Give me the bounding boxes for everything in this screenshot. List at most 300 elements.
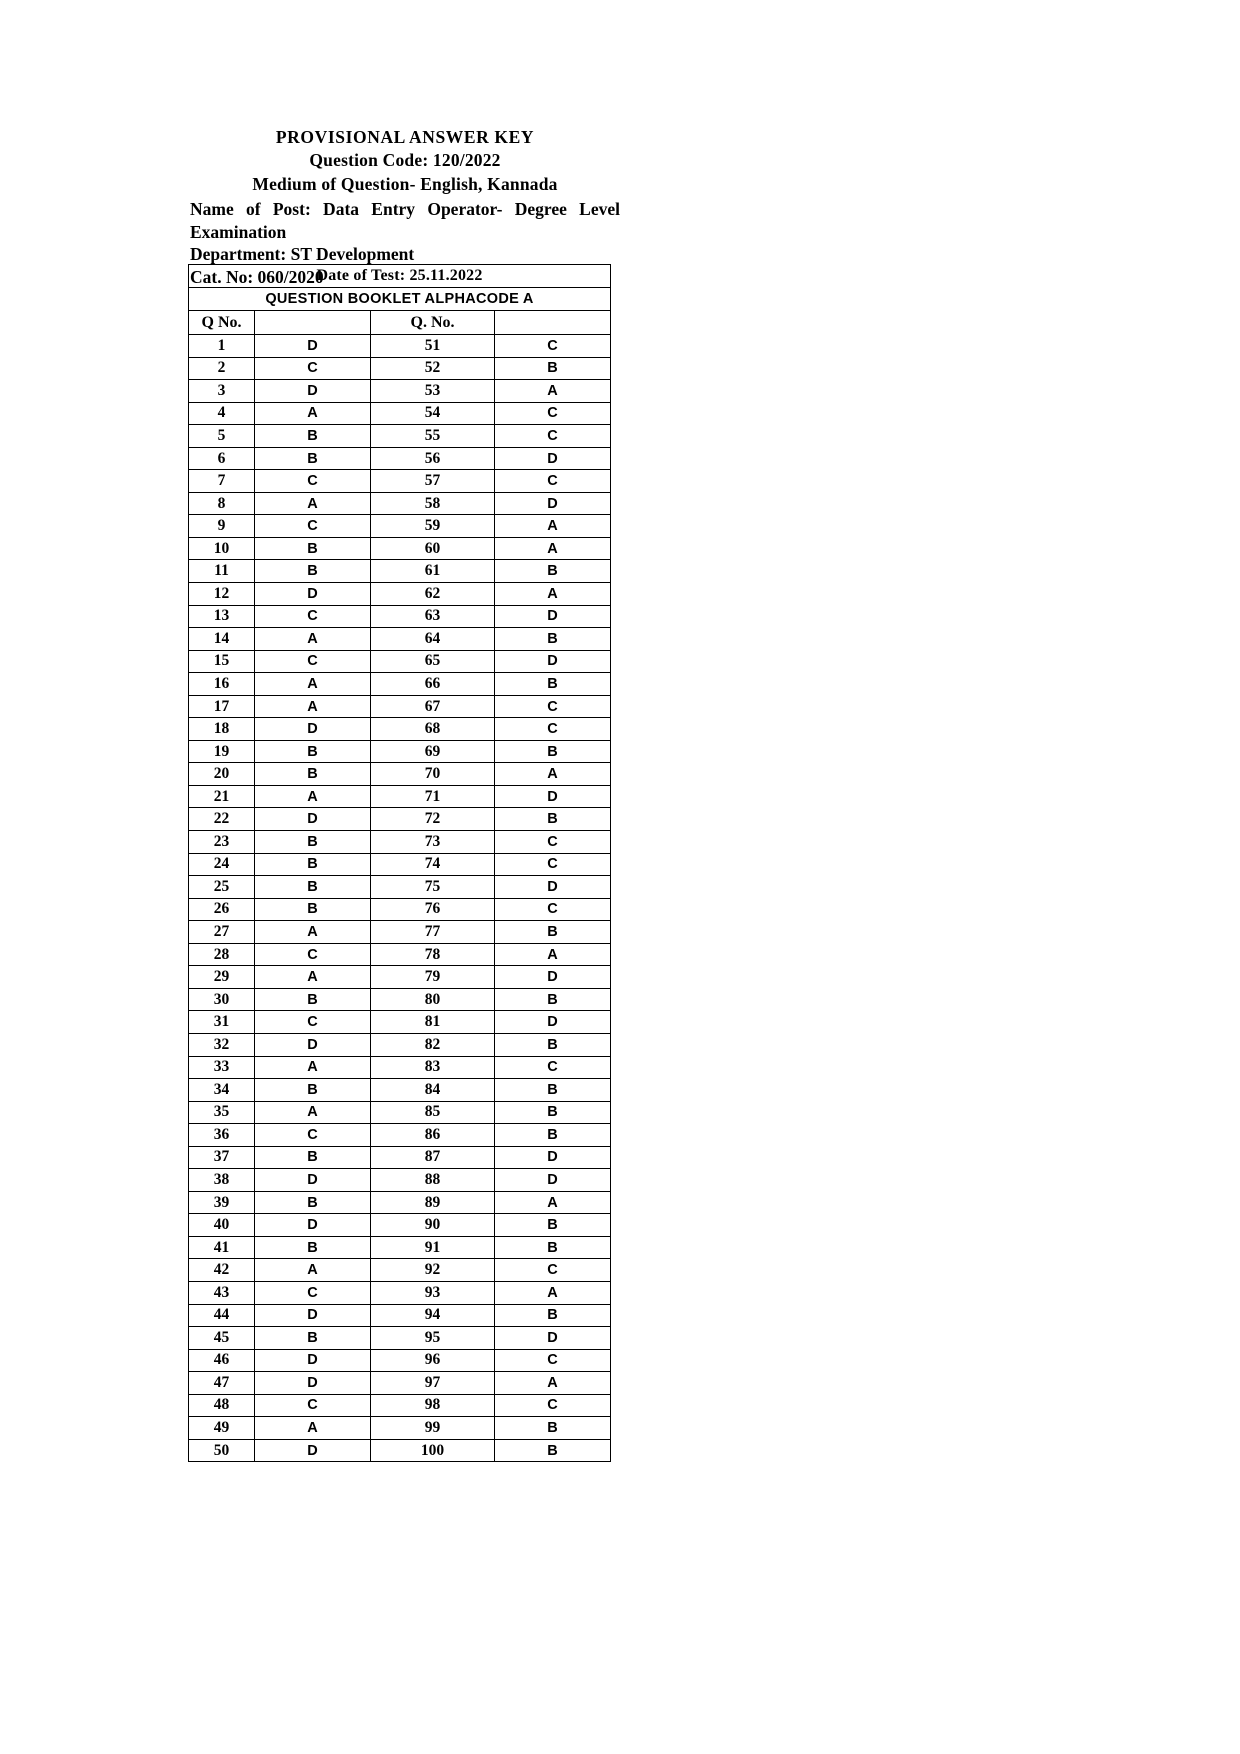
question-number-left: 44	[213, 1306, 230, 1324]
table-row	[189, 1146, 611, 1169]
answer-right-cell	[495, 1417, 611, 1440]
answer-right: A	[547, 585, 558, 602]
question-number-left-cell	[189, 1439, 255, 1462]
question-number-left: 42	[213, 1261, 230, 1279]
question-number-left: 18	[213, 720, 230, 738]
table-row	[189, 1372, 611, 1395]
answer-right-cell	[495, 1372, 611, 1395]
answer-left: B	[307, 991, 318, 1008]
question-number-right-cell	[371, 1259, 495, 1282]
answer-left-cell	[255, 1304, 371, 1327]
table-row	[189, 876, 611, 899]
answer-left-cell	[255, 537, 371, 560]
answer-left: A	[307, 495, 318, 512]
answer-left-cell	[255, 1101, 371, 1124]
question-number-left-cell	[189, 1259, 255, 1282]
table-row	[189, 988, 611, 1011]
table-row	[189, 1439, 611, 1462]
answer-left: C	[307, 360, 318, 377]
header-answer-left	[255, 311, 371, 335]
question-number-left: 33	[213, 1058, 230, 1076]
answer-left-cell	[255, 673, 371, 696]
answer-left: B	[307, 540, 318, 557]
answer-left-cell	[255, 447, 371, 470]
question-number-right: 63	[424, 607, 441, 625]
answer-right-cell	[495, 402, 611, 425]
answer-left-cell	[255, 1146, 371, 1169]
question-number-right-cell	[371, 1281, 495, 1304]
question-number-left-cell	[189, 1394, 255, 1417]
answer-right-cell	[495, 425, 611, 448]
question-number-left-cell	[189, 447, 255, 470]
answer-right-cell	[495, 1079, 611, 1102]
question-number-left: 48	[213, 1396, 230, 1414]
answer-left-cell	[255, 943, 371, 966]
page-title: PROVISIONAL ANSWER KEY	[275, 127, 535, 147]
question-number-left: 16	[213, 674, 230, 692]
answer-right-cell	[495, 988, 611, 1011]
answer-left-cell	[255, 402, 371, 425]
answer-left: B	[307, 450, 318, 467]
question-number-left-cell	[189, 605, 255, 628]
question-number-right-cell	[371, 1349, 495, 1372]
question-number-left: 32	[213, 1035, 230, 1053]
question-number-right-cell	[371, 1372, 495, 1395]
answer-left: B	[307, 766, 318, 783]
answer-left: B	[307, 427, 318, 444]
answer-left: C	[307, 518, 318, 535]
question-number-right-cell	[371, 1417, 495, 1440]
question-number-right-cell	[371, 853, 495, 876]
header-q-no-right: Q. No.	[371, 311, 495, 335]
answer-right-cell	[495, 740, 611, 763]
question-number-left: 39	[213, 1193, 230, 1211]
question-number-left: 7	[217, 472, 226, 490]
question-number-left: 1	[217, 336, 226, 354]
answer-left-cell	[255, 695, 371, 718]
answer-left-cell	[255, 1372, 371, 1395]
answer-left-cell	[255, 492, 371, 515]
question-number-left-cell	[189, 380, 255, 403]
question-number-right: 54	[424, 404, 441, 422]
question-number-right: 73	[424, 832, 441, 850]
answer-right-cell	[495, 785, 611, 808]
answer-left-cell	[255, 1394, 371, 1417]
table-row	[189, 515, 611, 538]
question-number-right-cell	[371, 402, 495, 425]
answer-left-cell	[255, 831, 371, 854]
answer-right-cell	[495, 1281, 611, 1304]
answer-key-table-body	[189, 265, 611, 335]
question-number-left: 49	[213, 1419, 230, 1437]
table-row	[189, 628, 611, 651]
answer-right: D	[547, 450, 558, 467]
table-row	[189, 1056, 611, 1079]
answer-right-cell	[495, 605, 611, 628]
question-number-right: 60	[424, 539, 441, 557]
question-number-right: 68	[424, 720, 441, 738]
question-number-left-cell	[189, 537, 255, 560]
question-number-left: 40	[213, 1216, 230, 1234]
answer-right: B	[547, 1036, 558, 1053]
answer-right-cell	[495, 1169, 611, 1192]
question-number-left-cell	[189, 1304, 255, 1327]
question-number-left: 17	[213, 697, 230, 715]
question-number-left: 47	[213, 1373, 230, 1391]
answer-right-cell	[495, 1304, 611, 1327]
table-row	[189, 1011, 611, 1034]
answer-left-cell	[255, 1033, 371, 1056]
question-number-left-cell	[189, 1214, 255, 1237]
question-number-right: 96	[424, 1351, 441, 1369]
answer-left-cell	[255, 650, 371, 673]
question-number-right: 75	[424, 877, 441, 895]
table-row	[189, 1259, 611, 1282]
answer-left-cell	[255, 1056, 371, 1079]
question-number-left-cell	[189, 898, 255, 921]
table-row	[189, 1169, 611, 1192]
answer-right: B	[547, 1420, 558, 1437]
answer-left: B	[307, 1081, 318, 1098]
table-row	[189, 966, 611, 989]
question-number-right: 67	[424, 697, 441, 715]
question-number-left: 12	[213, 584, 230, 602]
question-number-right: 88	[424, 1171, 441, 1188]
medium-of-question-line: Medium of Question- English, Kannada	[252, 173, 558, 194]
question-number-left: 21	[213, 787, 230, 805]
answer-right-cell	[495, 470, 611, 493]
department-line: Department: ST Development	[190, 244, 415, 265]
question-number-left: 26	[213, 900, 230, 918]
answer-right: C	[547, 405, 558, 422]
question-number-left-cell	[189, 402, 255, 425]
answer-left-cell	[255, 898, 371, 921]
question-number-left: 25	[213, 877, 230, 895]
answer-left-cell	[255, 808, 371, 831]
table-row	[189, 357, 611, 380]
date-of-test-cell: Date of Test: 25.11.2022	[189, 265, 611, 288]
question-number-right: 98	[424, 1396, 441, 1414]
answer-left-cell	[255, 1349, 371, 1372]
answer-right-cell	[495, 1191, 611, 1214]
question-number-left-cell	[189, 1372, 255, 1395]
answer-right: B	[547, 360, 558, 377]
answer-right: B	[547, 675, 558, 692]
answer-right-cell	[495, 1033, 611, 1056]
answer-left-cell	[255, 583, 371, 606]
question-number-right-cell	[371, 943, 495, 966]
question-number-right-cell	[371, 650, 495, 673]
question-number-right: 81	[424, 1013, 441, 1031]
answer-left-cell	[255, 740, 371, 763]
answer-left-cell	[255, 1236, 371, 1259]
question-number-right-cell	[371, 718, 495, 741]
answer-right: D	[547, 653, 558, 670]
answer-right-cell	[495, 447, 611, 470]
question-number-left: 5	[217, 426, 226, 444]
question-number-right-cell	[371, 537, 495, 560]
question-number-right: 86	[424, 1125, 441, 1143]
question-number-left-cell	[189, 1236, 255, 1259]
question-number-left: 38	[213, 1171, 230, 1188]
question-number-right: 79	[424, 968, 441, 986]
answer-right: A	[547, 540, 558, 557]
answer-right: B	[547, 630, 558, 647]
answer-left-cell	[255, 357, 371, 380]
answer-right: B	[547, 1104, 558, 1121]
answer-right: A	[547, 766, 558, 783]
answer-left: C	[307, 1014, 318, 1031]
question-number-right-cell	[371, 335, 495, 358]
question-number-left-cell	[189, 673, 255, 696]
question-number-right-cell	[371, 785, 495, 808]
answer-left-cell	[255, 425, 371, 448]
answer-right: D	[547, 878, 558, 895]
answer-right: D	[547, 1329, 558, 1346]
table-row	[189, 763, 611, 786]
question-number-right: 83	[424, 1058, 441, 1076]
answer-left-cell	[255, 1124, 371, 1147]
question-number-right: 95	[424, 1328, 441, 1346]
answer-right-cell	[495, 1327, 611, 1350]
answer-left-cell	[255, 718, 371, 741]
question-number-right: 85	[424, 1103, 441, 1121]
question-number-left-cell	[189, 650, 255, 673]
answer-left-cell	[255, 560, 371, 583]
question-number-right-cell	[371, 1011, 495, 1034]
answer-left: A	[307, 788, 318, 805]
answer-left: A	[307, 698, 318, 715]
question-number-right-cell	[371, 447, 495, 470]
answer-left: D	[307, 337, 318, 354]
answer-left-cell	[255, 1169, 371, 1192]
answer-right-cell	[495, 357, 611, 380]
table-row	[189, 560, 611, 583]
answer-right-cell	[495, 537, 611, 560]
table-row	[189, 605, 611, 628]
question-number-left: 9	[217, 517, 226, 535]
table-row	[189, 447, 611, 470]
answer-right: C	[547, 901, 558, 918]
question-number-left: 10	[213, 539, 230, 557]
question-number-left: 4	[217, 404, 226, 422]
answer-left: D	[307, 585, 318, 602]
question-number-right: 62	[424, 584, 441, 602]
answer-right-cell	[495, 673, 611, 696]
header-answer-right	[495, 311, 611, 335]
answer-left-cell	[255, 921, 371, 944]
question-number-left-cell	[189, 1191, 255, 1214]
answer-right: B	[547, 1442, 558, 1459]
question-number-right: 58	[424, 494, 441, 512]
question-number-right: 77	[424, 922, 441, 940]
question-number-right: 84	[424, 1080, 441, 1098]
answer-right: A	[547, 1194, 558, 1211]
answer-left: B	[307, 878, 318, 895]
question-number-left: 27	[213, 922, 230, 940]
question-number-right-cell	[371, 583, 495, 606]
question-number-right-cell	[371, 560, 495, 583]
question-number-left: 22	[213, 810, 230, 828]
answer-left: C	[307, 1397, 318, 1414]
question-number-right: 91	[424, 1238, 441, 1256]
answer-right-cell	[495, 515, 611, 538]
answer-left: A	[307, 1104, 318, 1121]
question-number-right: 57	[424, 472, 441, 490]
table-row	[189, 1327, 611, 1350]
question-number-right-cell	[371, 492, 495, 515]
answer-right-cell	[495, 763, 611, 786]
answer-left: C	[307, 473, 318, 490]
question-number-right-cell	[371, 740, 495, 763]
answer-left: D	[307, 382, 318, 399]
question-number-right: 87	[424, 1148, 441, 1166]
question-number-left: 3	[217, 381, 226, 399]
question-number-right-cell	[371, 876, 495, 899]
question-number-right: 51	[424, 336, 441, 354]
table-row	[189, 492, 611, 515]
answer-left: B	[307, 833, 318, 850]
question-number-left: 13	[213, 607, 230, 625]
answer-left-cell	[255, 1281, 371, 1304]
answer-right: D	[547, 1149, 558, 1166]
answer-left: C	[307, 1126, 318, 1143]
question-number-right-cell	[371, 808, 495, 831]
answer-left: B	[307, 563, 318, 580]
table-row	[189, 1033, 611, 1056]
question-number-left-cell	[189, 1169, 255, 1192]
question-number-left: 45	[213, 1328, 230, 1346]
answer-left-cell	[255, 515, 371, 538]
table-row	[189, 402, 611, 425]
answer-left: B	[307, 743, 318, 760]
answer-right: C	[547, 427, 558, 444]
answer-left-cell	[255, 1011, 371, 1034]
question-number-left-cell	[189, 718, 255, 741]
answer-left-cell	[255, 380, 371, 403]
question-number-left: 19	[213, 742, 230, 760]
table-row	[189, 650, 611, 673]
question-number-left-cell	[189, 921, 255, 944]
question-number-left-cell	[189, 808, 255, 831]
question-number-right: 72	[424, 810, 441, 828]
question-number-left-cell	[189, 785, 255, 808]
question-number-right-cell	[371, 515, 495, 538]
question-number-right: 82	[424, 1035, 441, 1053]
question-number-left: 31	[213, 1013, 230, 1031]
question-number-left: 20	[213, 765, 230, 783]
question-number-left-cell	[189, 1281, 255, 1304]
question-number-left-cell	[189, 1033, 255, 1056]
question-number-left-cell	[189, 470, 255, 493]
question-number-left-cell	[189, 1011, 255, 1034]
answer-right-cell	[495, 808, 611, 831]
question-number-right: 61	[424, 562, 441, 580]
question-number-right-cell	[371, 921, 495, 944]
question-number-left-cell	[189, 1417, 255, 1440]
question-number-right-cell	[371, 898, 495, 921]
answer-left-cell	[255, 1327, 371, 1350]
question-number-right: 71	[424, 787, 441, 805]
question-number-right: 55	[424, 426, 441, 444]
cat-no-line: Cat. No: 060/2020	[190, 267, 324, 288]
question-number-left-cell	[189, 966, 255, 989]
table-row	[189, 1079, 611, 1102]
question-number-right-cell	[371, 966, 495, 989]
table-row	[189, 1101, 611, 1124]
answer-right: D	[547, 1172, 558, 1188]
table-row	[189, 853, 611, 876]
answer-left-cell	[255, 785, 371, 808]
answer-left: B	[307, 1239, 318, 1256]
question-number-right-cell	[371, 1169, 495, 1192]
answer-left: C	[307, 608, 318, 625]
question-number-right-cell	[371, 380, 495, 403]
answer-left: A	[307, 969, 318, 986]
answer-left: D	[307, 1374, 318, 1391]
answer-right: B	[547, 923, 558, 940]
answer-left: A	[307, 630, 318, 647]
question-number-left-cell	[189, 988, 255, 1011]
answer-right-cell	[495, 380, 611, 403]
table-row	[189, 1304, 611, 1327]
answer-right: B	[547, 1217, 558, 1234]
question-number-left-cell	[189, 1101, 255, 1124]
answer-right: B	[547, 563, 558, 580]
question-number-right-cell	[371, 695, 495, 718]
answer-left: D	[307, 1217, 318, 1234]
answer-left-cell	[255, 1079, 371, 1102]
answer-left-cell	[255, 1259, 371, 1282]
answer-right: C	[547, 833, 558, 850]
answer-rows-body	[189, 335, 611, 1462]
question-number-left-cell	[189, 695, 255, 718]
answer-left-cell	[255, 1439, 371, 1462]
question-number-right: 52	[424, 359, 441, 377]
answer-left-cell	[255, 876, 371, 899]
question-number-right: 59	[424, 517, 441, 535]
answer-right-cell	[495, 1394, 611, 1417]
question-number-right-cell	[371, 1033, 495, 1056]
name-of-post-continuation: Examination	[190, 221, 287, 242]
question-number-left: 37	[213, 1148, 230, 1166]
question-number-right-cell	[371, 425, 495, 448]
answer-right: B	[547, 743, 558, 760]
answer-left-cell	[255, 335, 371, 358]
answer-key-table	[188, 264, 611, 1462]
question-number-right: 97	[424, 1373, 441, 1391]
question-number-right-cell	[371, 831, 495, 854]
table-row	[189, 808, 611, 831]
table-row	[189, 673, 611, 696]
table-row	[189, 583, 611, 606]
question-number-right-cell	[371, 763, 495, 786]
answer-right-cell	[495, 1439, 611, 1462]
question-number-right: 65	[424, 652, 441, 670]
question-number-right: 66	[424, 674, 441, 692]
question-number-left: 29	[213, 968, 230, 986]
question-number-left-cell	[189, 583, 255, 606]
question-number-right-cell	[371, 357, 495, 380]
answer-right-cell	[495, 1236, 611, 1259]
answer-left-cell	[255, 966, 371, 989]
question-number-left-cell	[189, 335, 255, 358]
answer-left: C	[307, 1284, 318, 1301]
answer-right: A	[547, 1374, 558, 1391]
answer-right: D	[547, 1014, 558, 1031]
answer-right: A	[547, 518, 558, 535]
answer-right-cell	[495, 560, 611, 583]
